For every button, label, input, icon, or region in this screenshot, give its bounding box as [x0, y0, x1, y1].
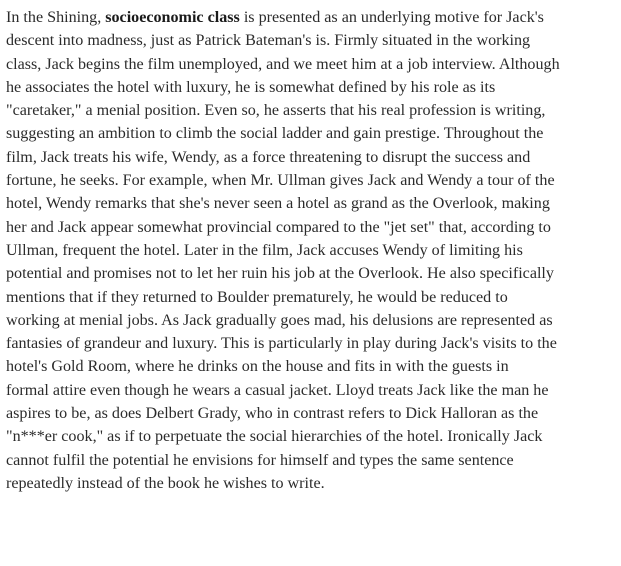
paragraph-line-19: "n***er cook," as if to perpetuate the social hierarchies of the hotel. Ironically Jack	[6, 428, 543, 446]
paragraph-line-4: he associates the hotel with luxury, he is somewhat defined by his role as its	[6, 78, 496, 96]
paragraph-line-17: formal attire even though he wears a casual jacket. Lloyd treats Jack like the man he	[6, 381, 549, 399]
paragraph-line-2: descent into madness, just as Patrick Bateman's is. Firmly situated in the working	[6, 32, 531, 50]
body-paragraph	[6, 6, 613, 495]
paragraph-line-18: aspires to be, as does Delbert Grady, who in contrast refers to Dick Halloran as the	[6, 405, 539, 423]
paragraph-line-5: "caretaker," a menial position. Even so, he asserts that his real profession is writing,	[6, 102, 546, 120]
paragraph-line-1	[6, 6, 613, 29]
paragraph-line-3: class, Jack begins the film unemployed, and we meet him at a job interview. Although	[6, 55, 560, 73]
paragraph-line-20: cannot fulfil the potential he envisions for himself and types the same sentence	[6, 451, 514, 469]
paragraph-line-16: hotel's Gold Room, where he drinks on the house and fits in with the guests in	[6, 358, 509, 376]
paragraph-line-7: film, Jack treats his wife, Wendy, as a force threatening to disrupt the success and	[6, 148, 531, 166]
line-1-text-before: In the Shining,	[6, 9, 106, 26]
paragraph-line-14: working at menial jobs. As Jack gradually goes mad, his delusions are represented as	[6, 311, 553, 329]
paragraph-line-13: mentions that if they returned to Boulder prematurely, he would be reduced to	[6, 288, 508, 306]
bold-term-socioeconomic-class: socioeconomic class	[105, 9, 240, 26]
paragraph-line-8: fortune, he seeks. For example, when Mr. Ullman gives Jack and Wendy a tour of the	[6, 172, 555, 190]
paragraph-line-9: hotel, Wendy remarks that she's never seen a hotel as grand as the Overlook, making	[6, 195, 550, 213]
paragraph-line-6: suggesting an ambition to climb the social ladder and gain prestige. Throughout the	[6, 125, 544, 143]
paragraph-line-21: repeatedly instead of the book he wishes to write.	[6, 474, 325, 492]
paragraph-line-15: fantasies of grandeur and luxury. This is particularly in play during Jack's visits to the	[6, 335, 557, 353]
paragraph-line-10: her and Jack appear somewhat provincial compared to the "jet set" that, according to	[6, 218, 551, 236]
paragraph-line-11: Ullman, frequent the hotel. Later in the film, Jack accuses Wendy of limiting his	[6, 241, 523, 259]
paragraph-line-12: potential and promises not to let her ruin his job at the Overlook. He also specifically	[6, 265, 554, 283]
line-1-text-after: is presented as an underlying motive for Jack's	[239, 9, 544, 26]
